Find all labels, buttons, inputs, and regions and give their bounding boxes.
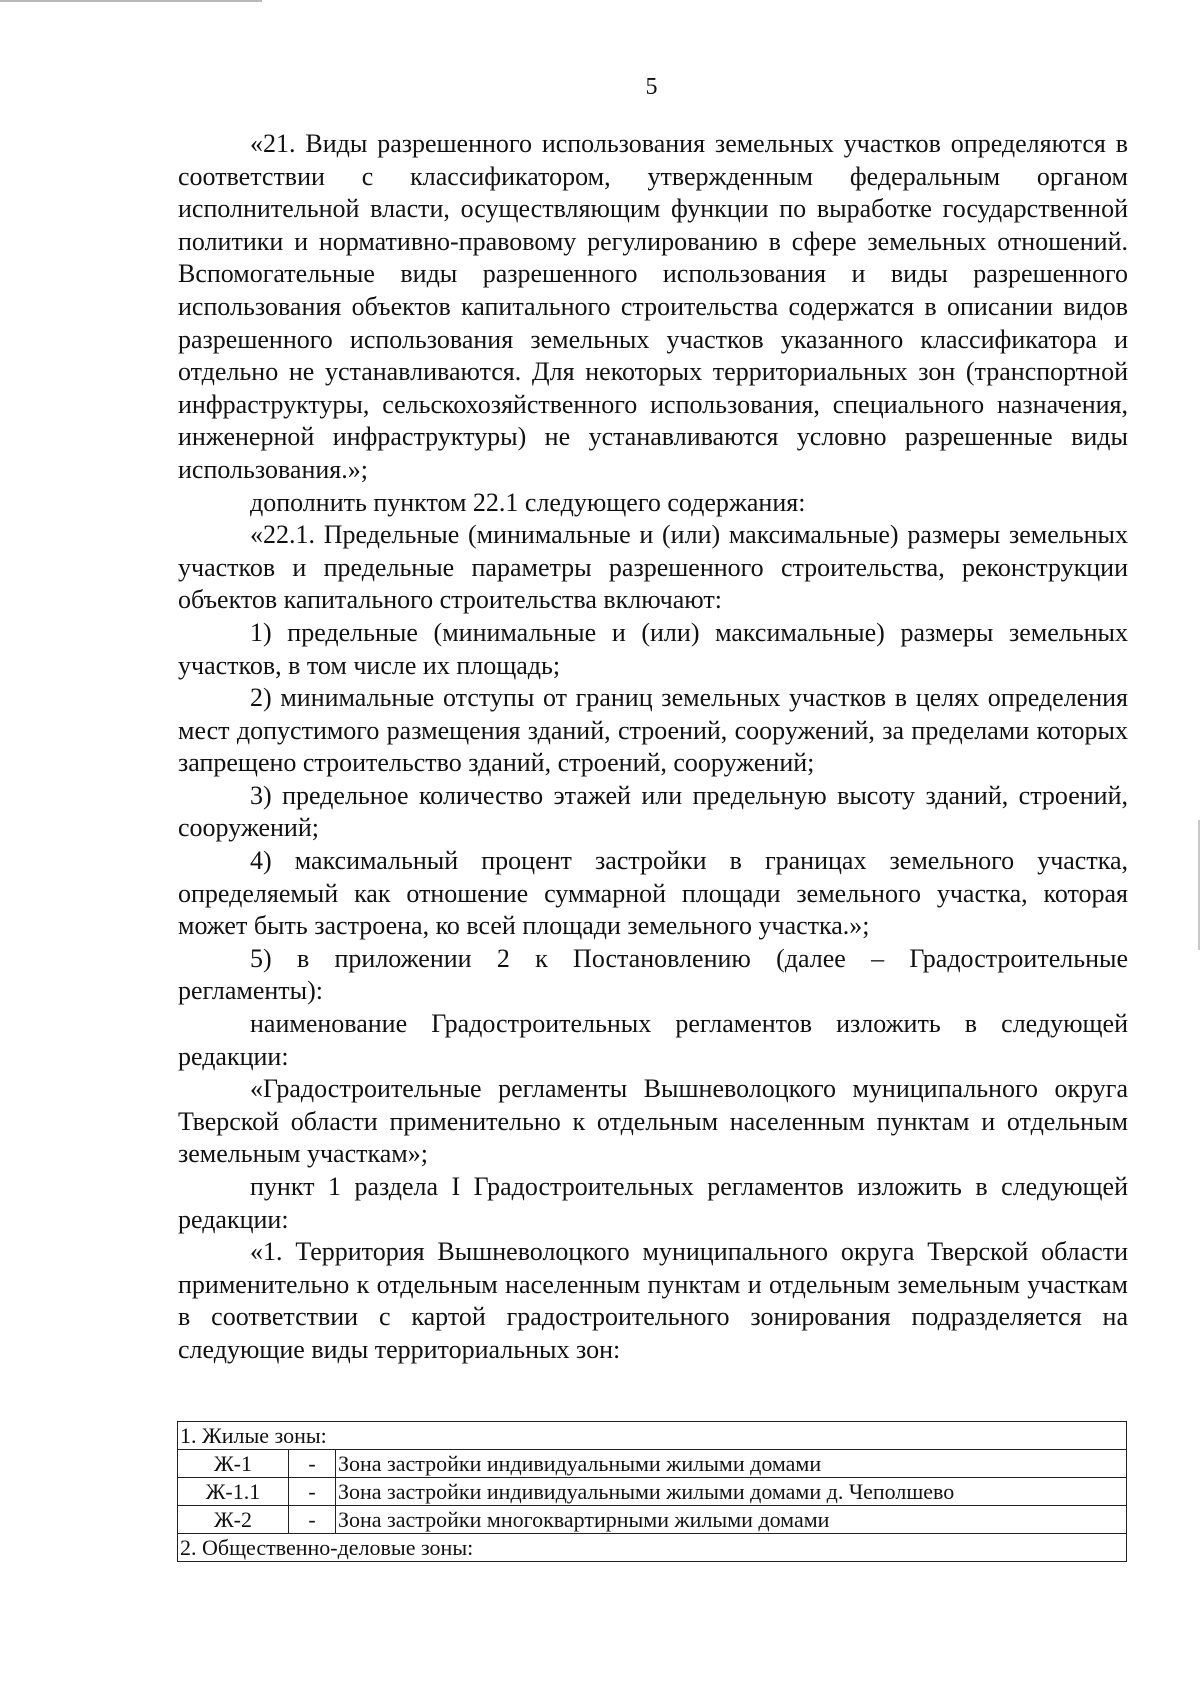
zone-code: Ж-1.1 xyxy=(178,1478,289,1506)
zone-dash: - xyxy=(289,1506,336,1534)
paragraph: «1. Территория Вышневолоцкого муниципального округа Тверской области применительно к отдельным населенным пунктам и отдельным земельным участкам в соответствии с картой градостроительного зонирования подразделяется на следующие виды территориальных зон: xyxy=(178,1237,1128,1364)
zone-dash: - xyxy=(289,1450,336,1478)
section-heading: 1. Жилые зоны: xyxy=(178,1422,1127,1450)
paragraph: дополнить пунктом 22.1 следующего содержания: xyxy=(250,487,806,517)
table-row xyxy=(178,1478,1127,1506)
section-heading: 2. Общественно-деловые зоны: xyxy=(178,1534,1127,1562)
paragraph: наименование Градостроительных регламентов изложить в следующей редакции: xyxy=(178,1009,1128,1071)
paragraph: 1) предельные (минимальные и (или) максимальные) размеры земельных участков, в том числе их площадь; xyxy=(178,617,1128,680)
paragraph: 3) предельное количество этажей или предельную высоту зданий, строений, сооружений; xyxy=(178,780,1128,843)
zone-dash: - xyxy=(289,1478,336,1506)
table-section-row xyxy=(178,1422,1127,1450)
zone-name: Зона застройки индивидуальными жилыми домами д. Чеполшево xyxy=(336,1478,1127,1506)
zone-code: Ж-2 xyxy=(178,1506,289,1534)
paragraph: 4) максимальный процент застройки в границах земельного участка, определяемый как отношение суммарной площади земельного участка, которая может быть застроена, ко всей площади земельного участка.»; xyxy=(178,846,1128,941)
paragraph: 5) в приложении 2 к Постановлению (далее – Градостроительные регламенты): xyxy=(178,943,1128,1006)
zones-table xyxy=(177,1421,1127,1562)
table-row xyxy=(178,1506,1127,1534)
paragraph: «Градостроительные регламенты Вышневолоцкого муниципального округа Тверской области применительно к отдельным населенным пунктам и отдельным земельным участкам»; xyxy=(178,1074,1128,1169)
document-body xyxy=(178,128,1128,1367)
page-number: 5 xyxy=(645,74,658,100)
paragraph: «21. Виды разрешенного использования земельных участков определяются в соответствии с классификатором, утвержденным федеральным органом исполнительной власти, осуществляющим функции по выработке государственной политики и нормативно-правовому регулированию в сфере земельных отношений. Вспомогательные виды разрешенного использования и виды разрешенного использования объектов капитального строительства содержатся в описании видов разрешенного использования земельных участков указанного классификатора и отдельно не устанавливаются. Для некоторых территориальных зон (транспортной инфраструктуры, сельскохозяйственного использования, специального назначения, инженерной инфраструктуры) не устанавливаются условно разрешенные виды использования.»; xyxy=(178,129,1128,484)
paragraph: 2) минимальные отступы от границ земельных участков в целях определения мест допустимого размещения зданий, строений, сооружений, за пределами которых запрещено строительство зданий, строений, сооружений; xyxy=(178,683,1128,778)
table-section-row xyxy=(178,1534,1127,1562)
paragraph: «22.1. Предельные (минимальные и (или) максимальные) размеры земельных участков и предельные параметры разрешенного строительства, реконструкции объектов капитального строительства включают: xyxy=(178,520,1128,615)
paragraph: пункт 1 раздела I Градостроительных регламентов изложить в следующей редакции: xyxy=(178,1172,1128,1234)
zone-name: Зона застройки индивидуальными жилыми домами xyxy=(336,1450,1127,1478)
table-row xyxy=(178,1450,1127,1478)
zone-code: Ж-1 xyxy=(178,1450,289,1478)
scan-edge-mark xyxy=(0,0,262,2)
zone-name: Зона застройки многоквартирными жилыми домами xyxy=(336,1506,1127,1534)
